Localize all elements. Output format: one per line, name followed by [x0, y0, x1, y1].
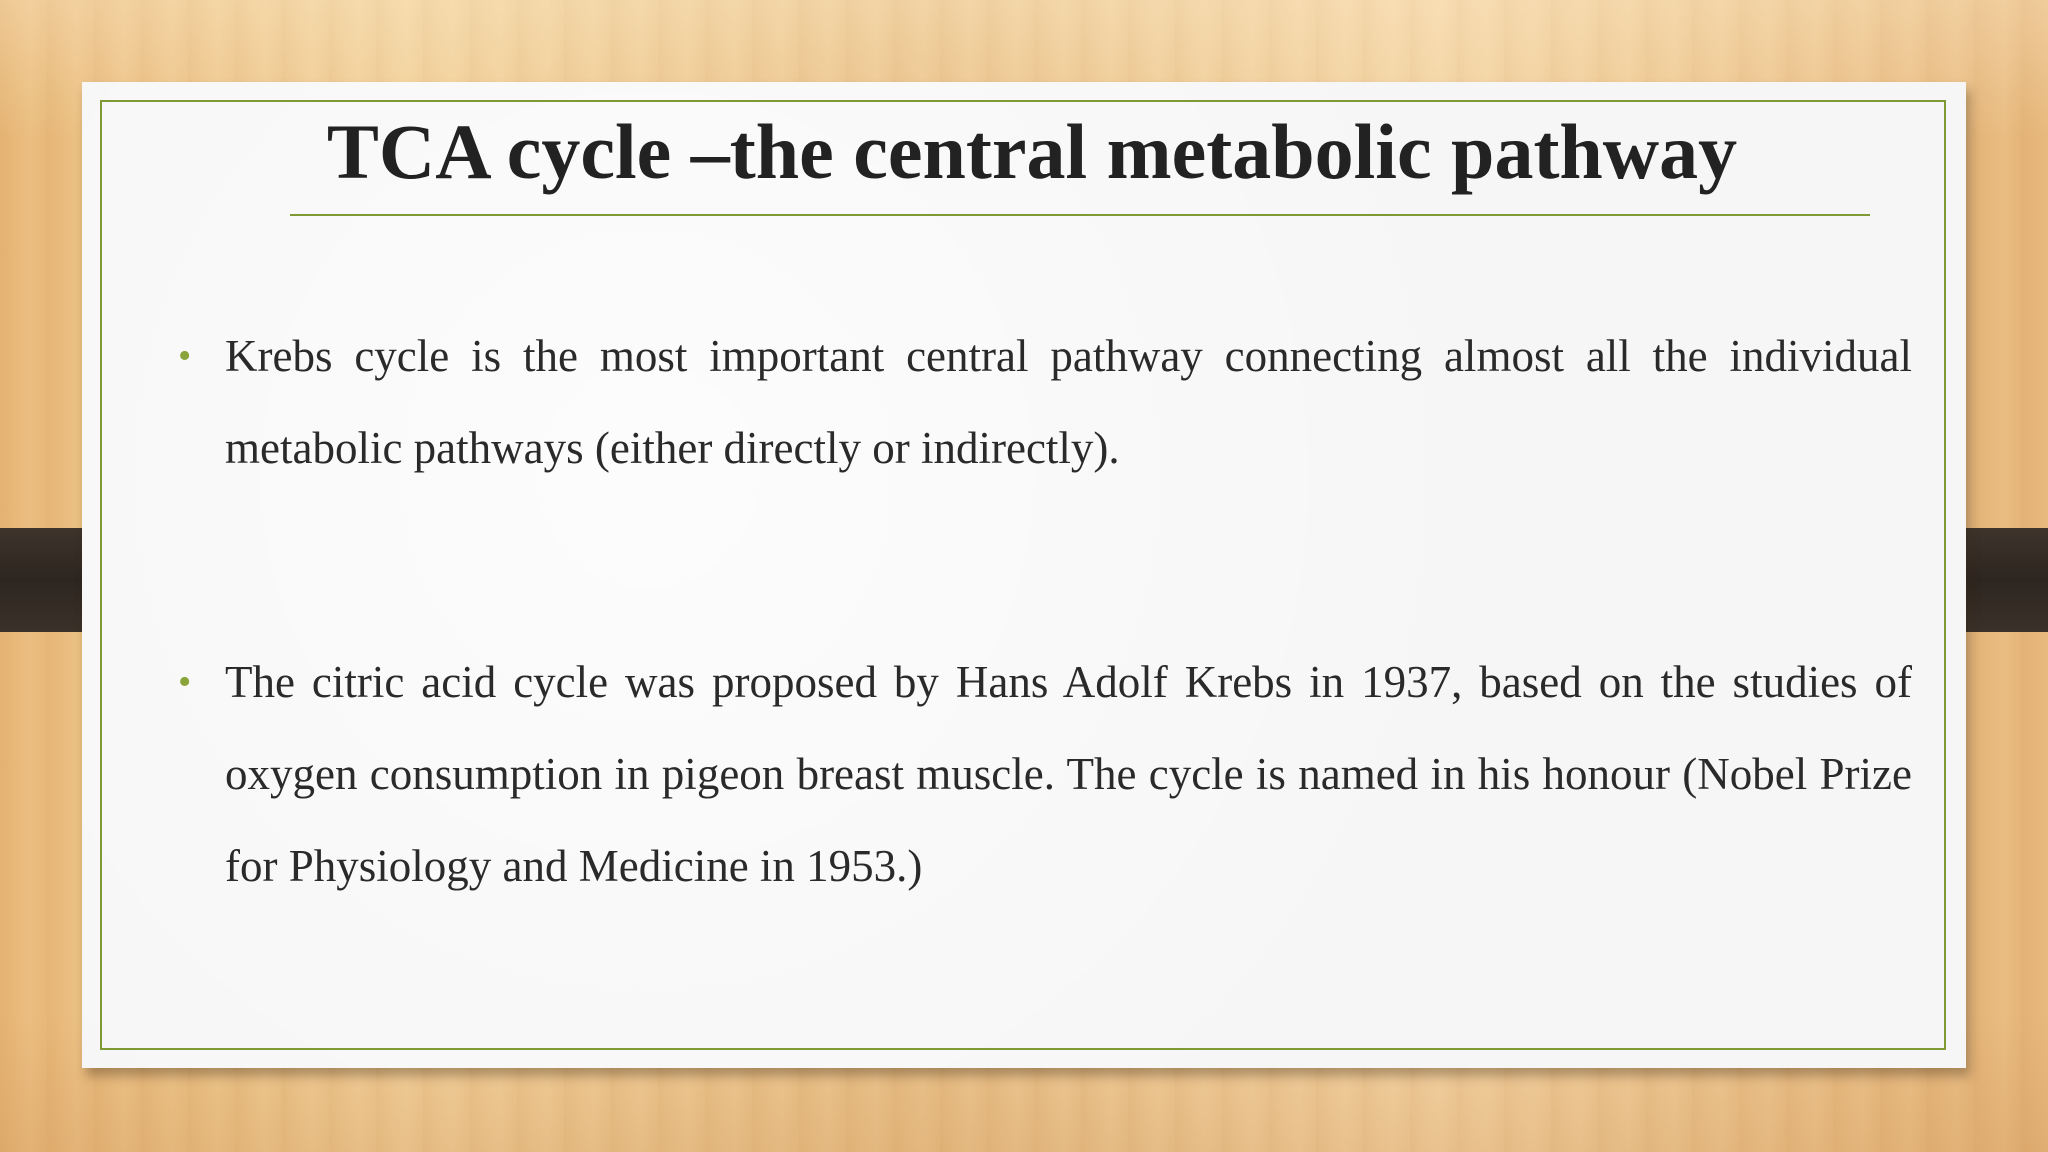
bullet-dot-icon: • [178, 661, 192, 703]
title-underline [290, 214, 1870, 216]
bullet-text: Krebs cycle is the most important central pathway connecting almost all the individual metabolic pathways (either directly or indirectly). [225, 331, 1912, 473]
slide-card [82, 82, 1966, 1068]
slide-title: TCA cycle –the central metabolic pathway [326, 108, 1738, 195]
bullet-dot-icon: • [178, 335, 192, 377]
bullet-text: The citric acid cycle was proposed by Hans Adolf Krebs in 1937, based on the studies of oxygen consumption in pigeon breast muscle. The cycle is named in his honour (Nobel Prize for Physiology and Medicine in 1953.) [225, 657, 1912, 891]
slide-frame [100, 100, 1946, 1050]
